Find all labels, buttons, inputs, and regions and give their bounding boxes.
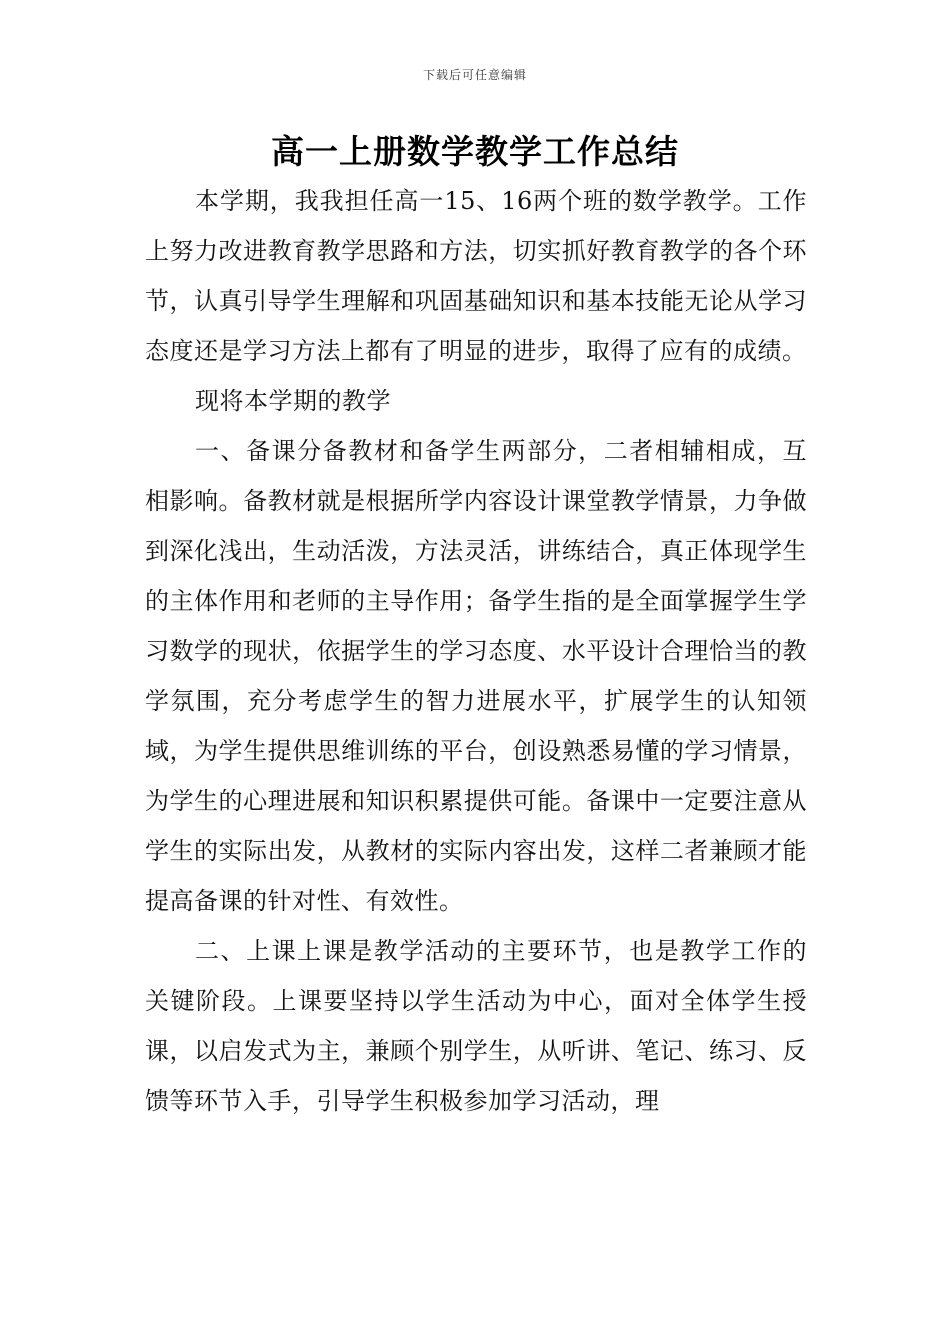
paragraph-lesson-prep: 一、备课分备教材和备学生两部分，二者相辅相成，互相影响。备教材就是根据所学内容设计课堂教学情景，力争做到深化浅出，生动活泼，方法灵活，讲练结合，真正体现学生的主体作用和老师的主导作用；备学生指的是全面掌握学生学习数学的现状，依据学生的学习态度、水平设计合理恰当的教学氛围，充分考虑学生的智力进展水平，扩展学生的认知领域，为学生提供思维训练的平台，创设熟悉易懂的学习情景，为学生的心理进展和知识积累提供可能。备课中一定要注意从学生的实际出发，从教材的实际内容出发，这样二者兼顾才能提高备课的针对性、有效性。	[145, 437, 807, 915]
header-note: 下载后可任意编辑	[422, 68, 527, 82]
paragraph-summary-lead: 现将本学期的教学	[195, 387, 391, 415]
paragraph-class-teaching: 二、上课上课是教学活动的主要环节，也是教学工作的关键阶段。上课要坚持以学生活动为中心，面对全体学生授课，以启发式为主，兼顾个别学生，从听讲、笔记、练习、反馈等环节入手，引导学生积极参加学习活动，理	[145, 937, 807, 1115]
paragraph-intro: 本学期，我我担任高一15、16两个班的数学教学。工作上努力改进教育教学思路和方法，切实抓好教育教学的各个环节，认真引导学生理解和巩固基础知识和基本技能无论从学习态度还是学习方法上都有了明显的进步，取得了应有的成绩。	[145, 187, 807, 365]
document-title: 高一上册数学教学工作总结	[271, 132, 679, 171]
document-body	[145, 176, 807, 1126]
